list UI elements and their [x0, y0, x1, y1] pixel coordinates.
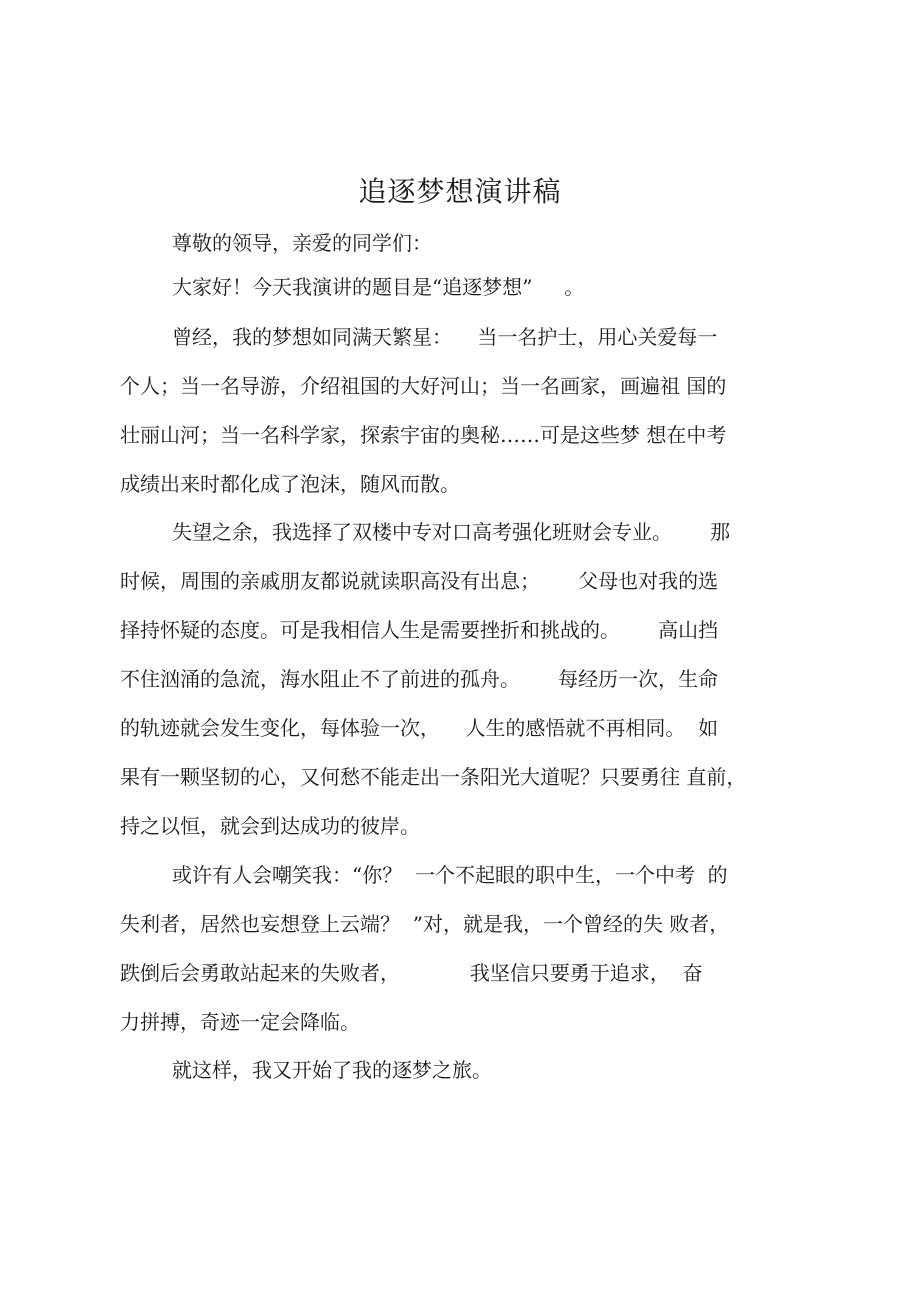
text-line: 失望之余，我选择了双楼中专对口高考强化班财会专业。 那	[172, 520, 731, 544]
text-line: 持之以恒，就会到达成功的彼岸。	[120, 814, 420, 838]
text-line-greeting: 大家好！今天我演讲的题目是“追逐梦想” 。	[172, 275, 585, 299]
text-line: 曾经，我的梦想如同满天繁星： 当一名护士，用心关爱每一	[172, 325, 718, 349]
text-line: 的轨迹就会发生变化，每体验一次， 人生的感悟就不再相同。 如	[120, 716, 719, 740]
text-line: 择持怀疑的态度。可是我相信人生是需要挫折和挑战的。 高山挡	[120, 618, 719, 642]
text-line-salutation: 尊敬的领导，亲爱的同学们：	[172, 231, 432, 255]
text-line: 果有一颗坚韧的心，又何愁不能走出一条阳光大道呢？只要勇往 直前，	[120, 765, 747, 789]
text-line: 失利者，居然也妄想登上云端？ ”对，就是我，一个曾经的失 败者，	[120, 912, 730, 936]
text-line: 成绩出来时都化成了泡沫，随风而散。	[120, 472, 460, 496]
text-line: 就这样，我又开始了我的逐梦之旅。	[172, 1058, 492, 1082]
text-line: 力拼搏，奇迹一定会降临。	[120, 1010, 360, 1034]
text-line: 跌倒后会勇敢站起来的失败者， 我坚信只要勇于追求， 奋	[120, 961, 703, 985]
text-line: 个人；当一名导游，介绍祖国的大好河山；当一名画家，画遍祖 国的	[120, 374, 727, 398]
text-line: 或许有人会嘲笑我：“你？ 一个不起眼的职中生，一个中考 的	[172, 863, 728, 887]
document-title: 追逐梦想演讲稿	[358, 175, 562, 208]
text-line: 不住汹涌的急流，海水阻止不了前进的孤舟。 每经历一次，生命	[120, 667, 719, 691]
text-line: 壮丽山河；当一名科学家，探索宇宙的奥秘……可是这些梦 想在中考	[120, 423, 727, 447]
text-line: 时候，周围的亲戚朋友都说就读职高没有出息； 父母也对我的选	[120, 569, 719, 593]
